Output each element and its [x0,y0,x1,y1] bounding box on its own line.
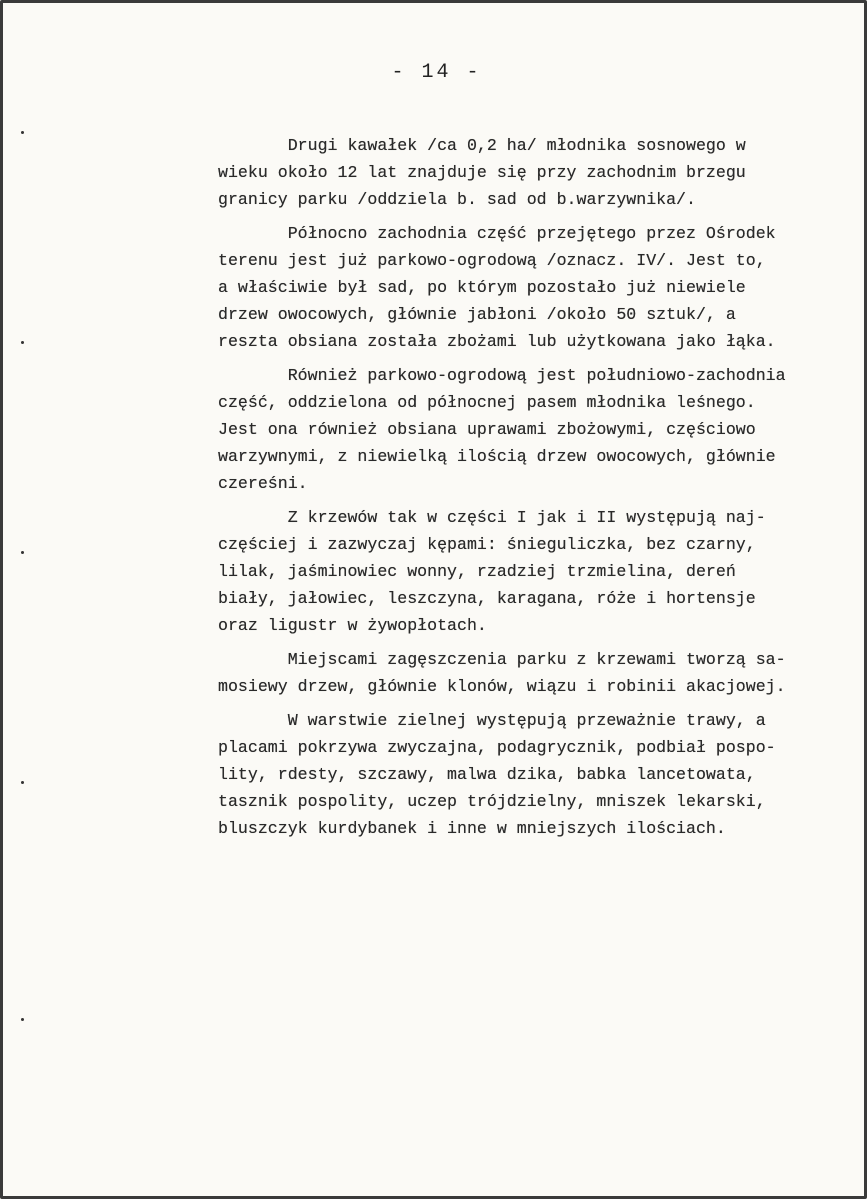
text-line: czereśni. [218,474,308,493]
margin-mark [21,131,24,134]
text-line: Drugi kawałek /ca 0,2 ha/ młodnika sosnowego w [218,136,746,155]
text-line: warzywnymi, z niewielką ilością drzew owocowych, głównie [218,447,776,466]
text-line: tasznik pospolity, uczep trójdzielny, mniszek lekarski, [218,792,766,811]
text-line: granicy parku /oddziela b. sad od b.warzywnika/. [218,190,696,209]
text-line: częściej i zazwyczaj kępami: śnieguliczka, bez czarny, [218,535,756,554]
text-line: część, oddzielona od północnej pasem młodnika leśnego. [218,393,756,412]
margin-mark [21,551,24,554]
text-line: wieku około 12 lat znajduje się przy zachodnim brzegu [218,163,746,182]
text-line: reszta obsiana została zbożami lub użytkowana jako łąka. [218,332,776,351]
text-line: terenu jest już parkowo-ogrodową /oznacz. IV/. Jest to, [218,251,766,270]
text-line: Północno zachodnia część przejętego przez Ośrodek [218,224,776,243]
text-line: drzew owocowych, głównie jabłoni /około 50 sztuk/, a [218,305,736,324]
margin-mark [21,781,24,784]
text-line: Z krzewów tak w części I jak i II występują naj- [218,508,766,527]
text-line: oraz ligustr w żywopłotach. [218,616,487,635]
text-line: bluszczyk kurdybanek i inne w mniejszych ilościach. [218,819,726,838]
text-line: Również parkowo-ogrodową jest południowo-zachodnia [218,366,786,385]
text-line: Miejscami zagęszczenia parku z krzewami tworzą sa- [218,650,786,669]
margin-mark [21,1018,24,1021]
margin-mark [21,341,24,344]
text-line: placami pokrzywa zwyczajna, podagrycznik, podbiał pospo- [218,738,776,757]
text-line: lilak, jaśminowiec wonny, rzadziej trzmielina, dereń [218,562,736,581]
text-line: biały, jałowiec, leszczyna, karagana, róże i hortensje [218,589,756,608]
text-line: W warstwie zielnej występują przeważnie trawy, a [218,711,766,730]
text-line: Jest ona również obsiana uprawami zbożowymi, częściowo [218,420,756,439]
text-line: mosiewy drzew, głównie klonów, wiązu i robinii akacjowej. [218,677,786,696]
text-line: a właściwie był sad, po którym pozostało już niewiele [218,278,746,297]
page-number: - 14 - [391,61,482,84]
text-line: lity, rdesty, szczawy, malwa dzika, babka lancetowata, [218,765,756,784]
